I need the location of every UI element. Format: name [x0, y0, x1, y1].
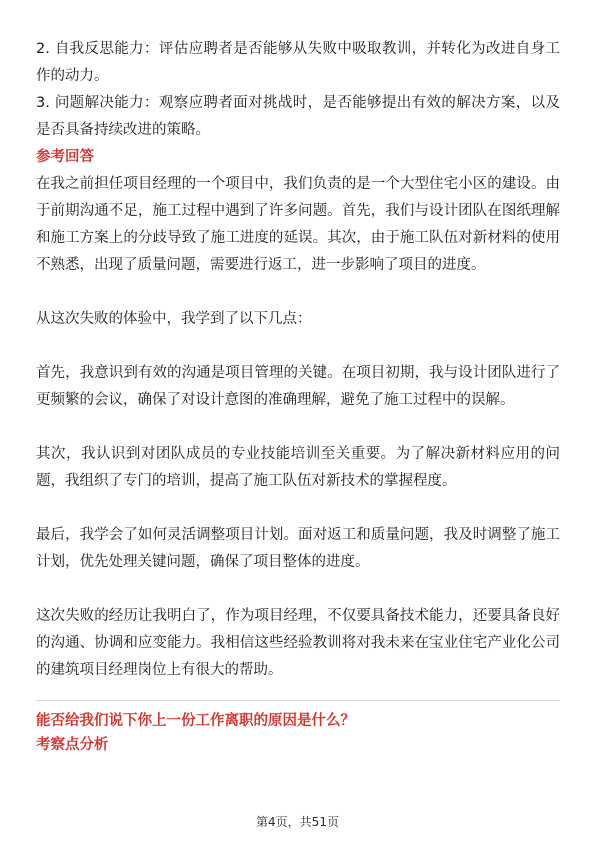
- answer-paragraph-first: 首先，我意识到有效的沟通是项目管理的关键。在项目初期，我与设计团队进行了更频繁的会议，确保了对设计意图的准确理解，避免了施工过程中的误解。: [36, 365, 560, 408]
- page-footer: 第4页，共51页: [256, 815, 339, 829]
- answer-paragraph-second: 其次，我认识到对团队成员的专业技能培训至关重要。为了解决新材料应用的问题，我组织了专门的培训，提高了施工队伍对新技术的掌握程度。: [36, 446, 560, 489]
- page-content: [36, 36, 560, 757]
- answer-paragraph-conclusion: 这次失败的经历让我明白了，作为项目经理，不仅要具备技术能力，还要具备良好的沟通、协调和应变能力。我相信这些经验教训将对我未来在宝业住宅产业化公司的建筑项目经理岗位上有很大的帮助。: [36, 608, 560, 678]
- answer-paragraph-background: 在我之前担任项目经理的一个项目中，我们负责的是一个大型住宅小区的建设。由于前期沟通不足，施工过程中遇到了许多问题。首先，我们与设计团队在图纸理解和施工方案上的分歧导致了施工进度的延误。其次，由于施工队伍对新材料的使用不熟悉，出现了质量问题，需要进行返工，进一步影响了项目的进度。: [36, 176, 560, 273]
- paragraph-gap: [36, 576, 560, 603]
- paragraph-gap: [36, 414, 560, 441]
- answer-paragraph-last: 最后，我学会了如何灵活调整项目计划。面对返工和质量问题，我及时调整了施工计划，优先处理关键问题，确保了项目整体的进度。: [36, 527, 560, 570]
- reference-answer-heading: 参考回答: [36, 149, 94, 165]
- paragraph-gap: [36, 279, 560, 306]
- paragraph-gap: [36, 333, 560, 360]
- criterion-problem-solving: 3. 问题解决能力：观察应聘者面对挑战时，是否能够提出有效的解决方案，以及是否具备持续改进的策略。: [36, 95, 560, 138]
- next-question-heading: 能否给我们说下你上一份工作离职的原因是什么？: [36, 713, 355, 729]
- section-separator: [36, 700, 560, 757]
- analysis-heading: 考察点分析: [36, 737, 109, 753]
- criterion-self-reflection: 2. 自我反思能力：评估应聘者是否能够从失败中吸取教训，并转化为改进自身工作的动力。: [36, 41, 560, 84]
- paragraph-gap: [36, 495, 560, 522]
- answer-paragraph-lessons-intro: 从这次失败的体验中，我学到了以下几点：: [36, 311, 312, 327]
